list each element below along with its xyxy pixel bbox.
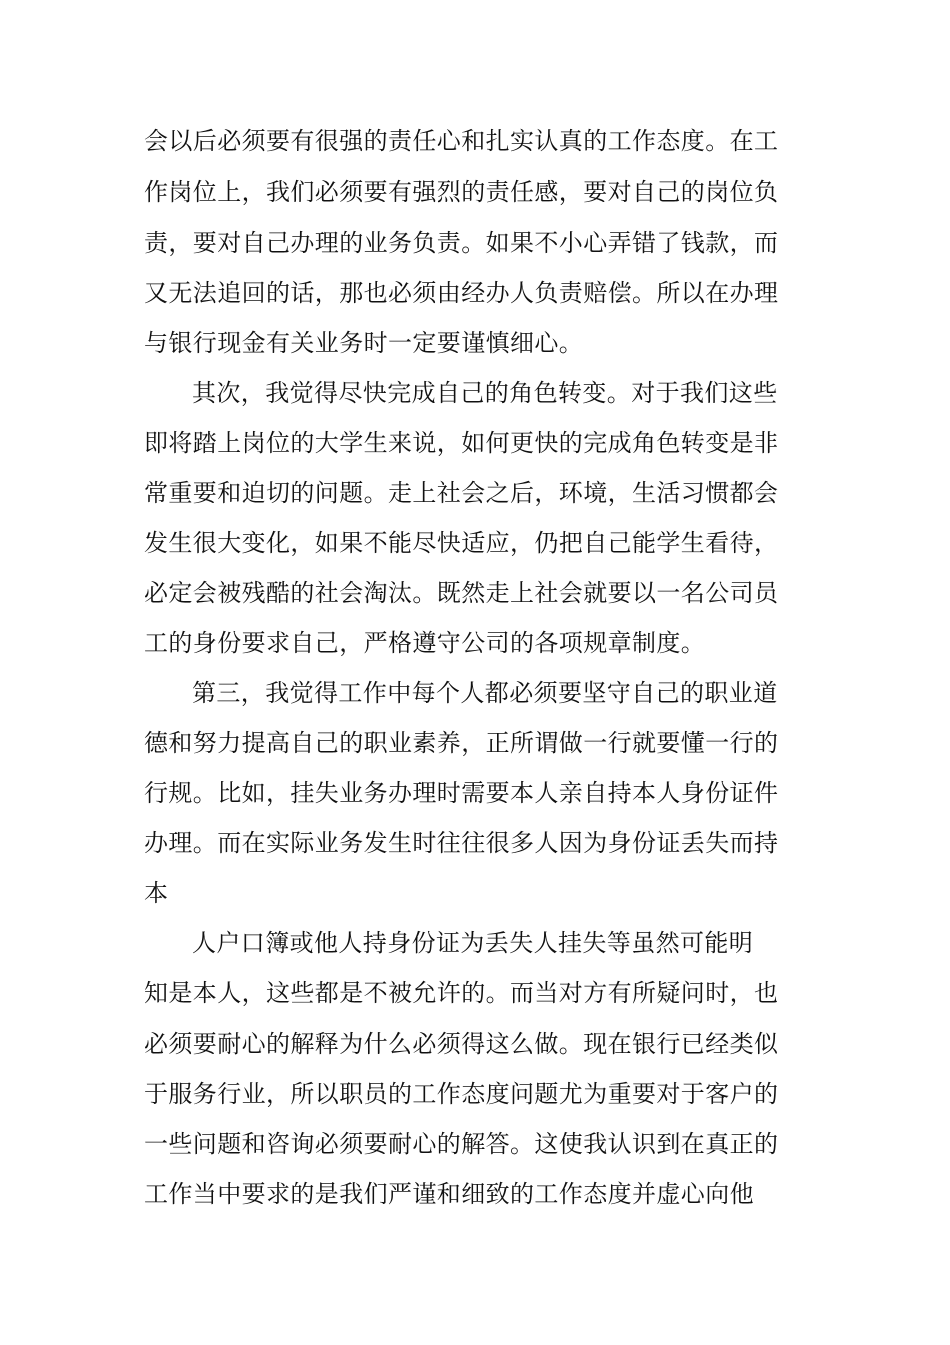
text-line: 一些问题和咨询必须要耐心的解答。这使我认识到在真正的 (144, 1130, 779, 1158)
text-line: 行规。比如，挂失业务办理时需要本人亲自持本人身份证件 (144, 779, 779, 807)
paragraph-first-line: 其次，我觉得尽快完成自己的角色转变。对于我们这些 (192, 379, 778, 407)
text-line: 工作当中要求的是我们严谨和细致的工作态度并虚心向他 (144, 1180, 754, 1208)
text-line: 于服务行业，所以职员的工作态度问题尤为重要对于客户的 (144, 1080, 779, 1108)
paragraph-first-line: 第三，我觉得工作中每个人都必须要坚守自己的职业道 (192, 679, 778, 707)
text-line: 即将踏上岗位的大学生来说，如何更快的完成角色转变是非 (144, 429, 779, 457)
text-line: 发生很大变化，如果不能尽快适应，仍把自己能学生看待， (144, 529, 779, 557)
text-line: 工的身份要求自己，严格遵守公司的各项规章制度。 (144, 629, 706, 657)
text-line: 德和努力提高自己的职业素养，正所谓做一行就要懂一行的 (144, 729, 779, 757)
text-line: 作岗位上，我们必须要有强烈的责任感，要对自己的岗位负 (144, 178, 779, 206)
text-line: 会以后必须要有很强的责任心和扎实认真的工作态度。在工 (144, 127, 779, 155)
text-line: 与银行现金有关业务时一定要谨慎细心。 (144, 329, 584, 357)
text-line: 办理。而在实际业务发生时往往很多人因为身份证丢失而持 (144, 829, 779, 857)
paragraph-first-line: 人户口簿或他人持身份证为丢失人挂失等虽然可能明 (192, 929, 754, 957)
text-line: 必须要耐心的解释为什么必须得这么做。现在银行已经类似 (144, 1030, 779, 1058)
text-line: 必定会被残酷的社会淘汰。既然走上社会就要以一名公司员 (144, 579, 779, 607)
text-line: 责，要对自己办理的业务负责。如果不小心弄错了钱款，而 (144, 229, 779, 257)
text-line: 又无法追回的话，那也必须由经办人负责赔偿。所以在办理 (144, 279, 779, 307)
text-line: 知是本人，这些都是不被允许的。而当对方有所疑问时，也 (144, 979, 779, 1007)
text-line: 本 (144, 879, 169, 907)
text-line: 常重要和迫切的问题。走上社会之后，环境，生活习惯都会 (144, 479, 779, 507)
